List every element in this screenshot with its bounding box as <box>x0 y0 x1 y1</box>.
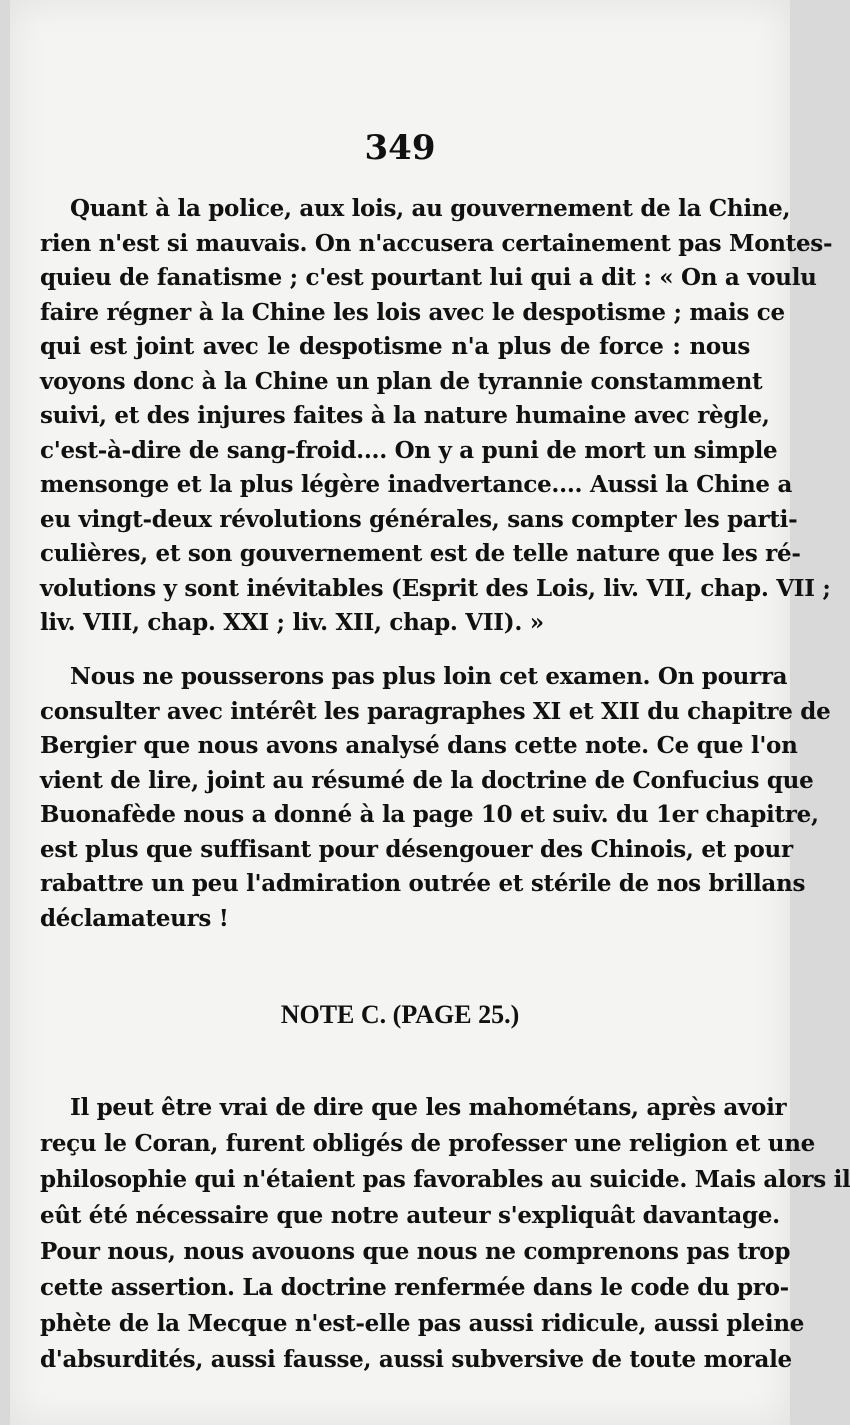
text-line: Il peut être vrai de dire que les mahométans, après avoir <box>70 1094 787 1121</box>
text-line: déclamateurs ! <box>40 904 229 932</box>
text-line: c'est-à-dire de sang-froid.... On y a puni de mort un simple <box>40 436 778 464</box>
page-number: 349 <box>364 128 436 168</box>
text-line: eu vingt-deux révolutions générales, sans compter les parti- <box>40 505 798 533</box>
text-line: est plus que suffisant pour désengouer des Chinois, et pour <box>40 835 793 863</box>
text-line: qui est joint avec le despotisme n'a plus de force : nous <box>40 333 750 360</box>
text-line: volutions y sont inévitables (Esprit des Lois, liv. VII, chap. VII ; <box>40 574 831 602</box>
text-line: rabattre un peu l'admiration outrée et stérile de nos brillans <box>40 870 806 897</box>
text-line: vient de lire, joint au résumé de la doctrine de Confucius que <box>40 766 814 794</box>
paragraph-china-government <box>40 192 833 641</box>
text-line: eût été nécessaire que notre auteur s'expliquât davantage. <box>40 1202 780 1229</box>
text-line: Nous ne pousserons pas plus loin cet examen. On pourra <box>70 663 788 690</box>
text-line: d'absurdités, aussi fausse, aussi subversive de toute morale <box>40 1346 792 1373</box>
text-line: liv. VIII, chap. XXI ; liv. XII, chap. VII). » <box>40 609 544 636</box>
text-line: consulter avec intérêt les paragraphes XI et XII du chapitre de <box>40 697 831 725</box>
text-line: philosophie qui n'étaient pas favorables au suicide. Mais alors il <box>40 1166 850 1193</box>
text-line: Pour nous, nous avouons que nous ne comprenons pas trop <box>40 1238 791 1265</box>
text-line: mensonge et la plus légère inadvertance.... Aussi la Chine a <box>40 471 793 498</box>
note-heading: NOTE C. (PAGE 25.) <box>280 1000 520 1029</box>
text-line: phète de la Mecque n'est-elle pas aussi ridicule, aussi pleine <box>40 1310 805 1337</box>
text-line: faire régner à la Chine les lois avec le despotisme ; mais ce <box>40 298 785 326</box>
text-line: culières, et son gouvernement est de telle nature que les ré- <box>40 540 801 567</box>
text-line: reçu le Coran, furent obligés de professer une religion et une <box>40 1130 815 1157</box>
text-line: cette assertion. La doctrine renfermée dans le code du pro- <box>40 1274 789 1301</box>
text-line: quieu de fanatisme ; c'est pourtant lui qui a dit : « On a voulu <box>40 264 817 291</box>
paragraph-examen <box>40 660 831 936</box>
text-line: voyons donc à la Chine un plan de tyrannie constamment <box>40 367 763 395</box>
paragraph-mahometans <box>40 1090 850 1378</box>
text-line: Quant à la police, aux lois, au gouvernement de la Chine, <box>70 195 791 222</box>
text-line: Buonafède nous a donné à la page 10 et suiv. du 1er chapitre, <box>40 801 819 828</box>
book-page <box>10 0 850 1425</box>
text-line: rien n'est si mauvais. On n'accusera certainement pas Montes- <box>40 229 833 257</box>
text-line: suivi, et des injures faites à la nature humaine avec règle, <box>40 402 770 429</box>
text-line: Bergier que nous avons analysé dans cette note. Ce que l'on <box>40 732 798 759</box>
